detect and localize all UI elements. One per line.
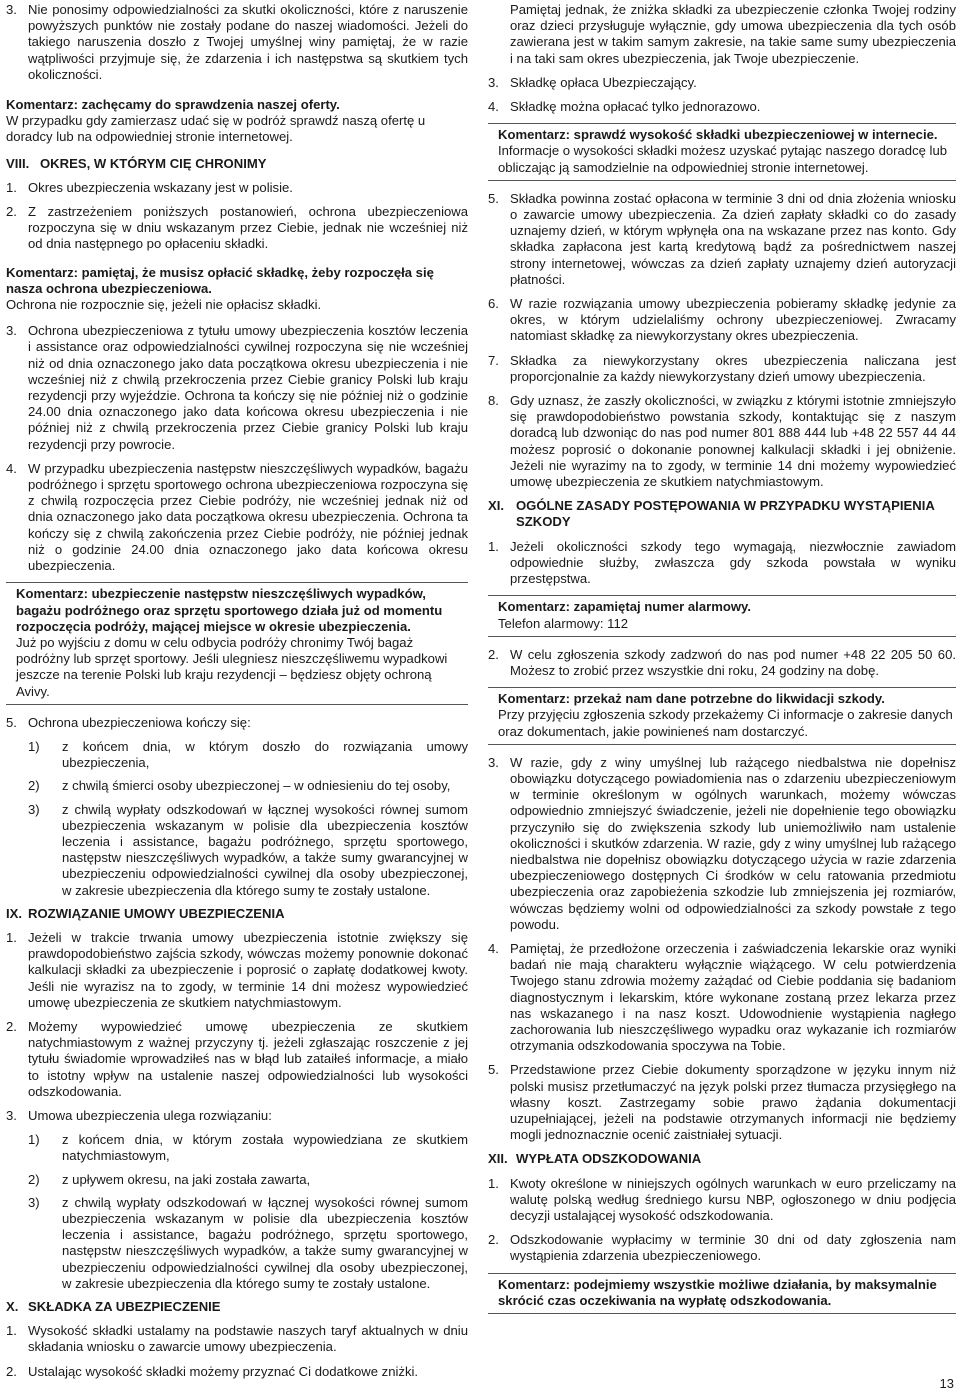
sub-text: z chwilą wypłaty odszkodowań w łącznej wysokości równej sumom ubezpieczenia wskazanym w polisie dla ubezpieczenia kosztów leczenia i assistance, bagażu podróżnego, sprzętu sportowego, następstw nieszczęśliwych wypadków, a także sumy gwarancyjnej w ubezpieczeniu odpowiedzialności cywilnej dla osoby ubezpieczonej, w zakresie ubezpieczenia dla którego sumy te zostały ustalone.	[62, 1194, 468, 1291]
paragraph-ix-3	[6, 1108, 468, 1124]
section-number: X.	[6, 1299, 19, 1315]
sub-item	[28, 1172, 468, 1188]
section-xi-heading	[488, 498, 956, 530]
item-number: 2.	[6, 204, 17, 220]
paragraph-xi-5	[488, 1062, 956, 1143]
comment-payout-box	[488, 1273, 956, 1314]
comment-text: Telefon alarmowy: 112	[498, 615, 629, 631]
item-number: 2.	[488, 1232, 499, 1248]
item-text: Kwoty określone w niniejszych ogólnych warunkach w euro przeliczamy na walutę polską według średniego kursu NBP, ogłoszonego w dniu podjęcia decyzji ustalającej wysokość odszkodowania.	[510, 1175, 956, 1223]
item-number: 4.	[488, 940, 499, 956]
paragraph-ix-1	[6, 930, 468, 1011]
section-title: SKŁADKA ZA UBEZPIECZENIE	[28, 1299, 221, 1315]
item-text: Nie ponosimy odpowiedzialności za skutki okoliczności, które z naruszenie powyższych punktów nie zostały podane do naszej wiadomości. Jeżeli do takiego naruszenia doszło z Twojej umyślnej winy pamiętaj, że w razie wątpliwości przyjmuje się, że zdarzenia i ich następstwa są skutkiem tych okoliczności.	[28, 2, 468, 82]
comment-text: Już po wyjściu z domu w celu odbycia podróży chronimy Twój bagaż podróżny lub sprzęt sportowy. Jeśli ulegniesz nieszczęśliwemu wypadkowi jeszcze na terenie Polski lub kraju rezydencji – będziesz objęty ochroną Avivy.	[16, 634, 448, 699]
sub-item	[28, 1132, 468, 1164]
item-number: 1.	[6, 929, 17, 945]
item-number: 2.	[6, 1363, 17, 1379]
comment-claim-data-box	[488, 687, 956, 745]
comment-premium	[6, 265, 468, 314]
paragraph-xii-2	[488, 1232, 956, 1264]
item-number: 2.	[6, 1018, 17, 1034]
sub-number: 1)	[28, 1132, 40, 1148]
paragraph-x-4	[488, 99, 956, 115]
item-number: 4.	[488, 99, 499, 115]
sub-text: z końcem dnia, w którym doszło do rozwiązania umowy ubezpieczenia,	[62, 738, 468, 771]
item-number: 1.	[488, 1175, 499, 1191]
section-number: XII.	[488, 1151, 508, 1167]
sub-number: 3)	[28, 801, 40, 817]
item-text: W razie, gdy z winy umyślnej lub rażącego niedbalstwa nie dopełnisz obowiązku dotyczącego powiadomienia nas o zdarzeniu ubezpieczeniowym w terminie określonym w ogólnych warunkach, możemy wówczas odpowiednio zmniejszyć świadczenie, jeżeli nie dopełnienie tego obowiązku przyczyniło się do zwiększenia szkody lub uniemożliwiło nam ustalenie okoliczności i skutków zdarzenia. W razie, gdy z winy umyślnej lub rażącego niedbalstwa nie dopełnisz obowiązku dotyczącego użycia w razie zdarzenia ubezpieczeniowego dostępnych Ci środków w celu ratowania przedmiotu ubezpieczenia oraz zapobieżenia szkodzie lub zmniejszenia jej rozmiarów, wówczas będziemy wolni od odpowiedzialności za szkody powstałe z tego powodu.	[510, 754, 956, 932]
sub-text: z upływem okresu, na jaki została zawarta,	[62, 1171, 311, 1187]
page-number: 13	[939, 1375, 954, 1391]
paragraph-x-5	[488, 191, 956, 288]
item-text: Możemy wypowiedzieć umowę ubezpieczenia ze skutkiem natychmiastowym z ważnej przyczyny tj. jeżeli zgłaszając roszczenie z jej tytułu świadomie wprowadziłeś nas w błąd lub zataiłeś informacje, a miało to istotny wpływ na ustalenie naszej odpowiedzialności lub wysokości odszkodowania.	[28, 1018, 468, 1099]
item-text: Jeżeli okoliczności szkody tego wymagają, niezwłocznie zawiadom odpowiednie służby, zwłaszcza gdy szkoda powstała w wyniku przestępstwa.	[510, 538, 956, 587]
comment-heading: Komentarz: zachęcamy do sprawdzenia naszej oferty.	[6, 97, 340, 113]
item-number: 8.	[488, 393, 499, 409]
item-number: 5.	[6, 714, 17, 730]
section-number: VIII.	[6, 155, 30, 171]
left-column	[6, 2, 468, 1388]
paragraph-xi-2	[488, 647, 956, 679]
paragraph-xi-3	[488, 755, 956, 933]
sub-text: z chwilą wypłaty odszkodowań w łącznej wysokości równej sumom ubezpieczenia wskazanym w polisie dla ubezpieczenia kosztów leczenia i assistance, bagażu podróżnego, sprzętu sportowego, następstw nieszczęśliwych wypadków, a także sumy gwarancyjnej w ubezpieczeniu odpowiedzialności cywilnej dla osoby ubezpieczonej, w zakresie ubezpieczenia dla którego sumy te zostały ustalone.	[62, 801, 468, 898]
sub-number: 3)	[28, 1194, 40, 1210]
comment-heading: Komentarz: ubezpieczenie następstw nieszczęśliwych wypadków, bagażu podróżnego oraz sprzętu sportowego działa już od momentu rozpoczęcia podróży, mającej miejsce w okresie ubezpieczenia.	[16, 586, 443, 634]
comment-heading: Komentarz: pamiętaj, że musisz opłacić składkę, żeby rozpoczęła się nasza ochrona ubezpieczeniowa.	[6, 264, 434, 296]
item-text: Jeżeli w trakcie trwania umowy ubezpieczenia istotnie zwiększy się prawdopodobieństwo zajścia szkody, wówczas możemy ponownie dokonać kalkulacji składki za ubezpieczenie i poprosić o zapłatę dodatkowej kwoty. Jeśli nie wyrazisz na to zgody, w terminie 14 dni możesz wypowiedzieć umowę ubezpieczenia ze skutkiem natychmiastowym.	[28, 929, 468, 1010]
item-text: Umowa ubezpieczenia ulega rozwiązaniu:	[28, 1107, 272, 1123]
paragraph-x-1	[6, 1323, 468, 1355]
section-xii-heading	[488, 1151, 956, 1167]
paragraph-xi-1	[488, 539, 956, 588]
comment-internet-box	[488, 123, 956, 181]
comment-text: W przypadku gdy zamierzasz udać się w podróż sprawdź naszą ofertę u doradcy lub na odpowiedniej stronie internetowej.	[6, 113, 426, 145]
item-text: Składkę można opłacać tylko jednorazowo.	[510, 99, 761, 115]
item-number: 1.	[6, 1323, 17, 1339]
sub-item	[28, 1195, 468, 1292]
paragraph-x-7	[488, 353, 956, 385]
item-text: Gdy uznasz, że zaszły okoliczności, w związku z którymi istotnie zmniejszyło się prawdopodobieństwo powstania szkody, kontaktując się z naszym doradcą lub dzwoniąc do nas pod numer 801 888 444 lub +48 22 557 44 44 możesz poprosić o dokonanie ponownej kalkulacji składki i jej obniżenie. Jeżeli nie wyrazimy na to zgody, w terminie 14 dni możemy wypowiedzieć umowę ubezpieczenia ze skutkiem natychmiastowym.	[510, 393, 956, 490]
comment-offer	[6, 97, 468, 146]
sub-number: 2)	[28, 1171, 40, 1187]
item-text: Okres ubezpieczenia wskazany jest w polisie.	[28, 179, 293, 195]
sub-text: z chwilą śmierci osoby ubezpieczonej – w odniesieniu do tej osoby,	[62, 778, 451, 794]
comment-heading: Komentarz: podejmiemy wszystkie możliwe działania, by maksymalnie skrócić czas oczekiwania na wypłatę odszkodowania.	[498, 1276, 937, 1308]
paragraph-xii-1	[488, 1176, 956, 1225]
comment-alarm-box	[488, 595, 956, 636]
paragraph-viii-5	[6, 715, 468, 731]
section-number: XI.	[488, 498, 505, 514]
item-number: 3.	[488, 74, 499, 90]
sub-item	[28, 739, 468, 771]
item-text: Składka za niewykorzystany okres ubezpieczenia naliczana jest proporcjonalnie za każdy niewykorzystany dzień umowy ubezpieczenia.	[510, 352, 956, 384]
item-number: 3.	[488, 754, 499, 770]
comment-heading: Komentarz: zapamiętaj numer alarmowy.	[498, 599, 751, 615]
section-ix-heading	[6, 906, 468, 922]
item-text: Odszkodowanie wypłacimy w terminie 30 dni od daty zgłoszenia nam wystąpienia zdarzenia ubezpieczeniowego.	[510, 1232, 956, 1264]
item-number: 4.	[6, 460, 17, 476]
comment-accident-box	[6, 582, 468, 704]
item-text: Wysokość składki ustalamy na podstawie naszych taryf aktualnych w dniu składania wniosku o zawarcie umowy ubezpieczenia.	[28, 1323, 468, 1355]
right-column	[488, 2, 956, 1324]
paragraph-xi-4	[488, 941, 956, 1054]
section-number: IX.	[6, 905, 23, 921]
comment-heading: Komentarz: przekaż nam dane potrzebne do likwidacji szkody.	[498, 691, 885, 707]
item-text: Z zastrzeżeniem poniższych postanowień, ochrona ubezpieczeniowa rozpoczyna się w dniu wskazanym przez Ciebie, jednak nie wcześniej niż od dnia następnego po opłaceniu składki.	[28, 204, 468, 252]
item-number: 1.	[6, 179, 17, 195]
item-text: W przypadku ubezpieczenia następstw nieszczęśliwych wypadków, bagażu podróżnego i sprzętu sportowego ochrona ubezpieczeniowa rozpoczyna się z chwilą rozpoczęcia przez Ciebie podróży, nie wcześniej jednak niż od dnia oznaczonego jako data początkowa okresu ubezpieczenia. Ochrona ta kończy się z chwilą zakończenia przez Ciebie podróży, nie później jednak niż o godzinie 24.00 dnia oznaczonego jako data końcowa okresu ubezpieczenia.	[28, 460, 468, 574]
item-text: Pamiętaj, że przedłożone orzeczenia i zaświadczenia lekarskie oraz wyniki badań nie mają charakteru wyłącznie wiążącego. W celu potwierdzenia Twojego stanu zdrowia możemy zażądać od Ciebie poddania się badaniom diagnostycznym i lekarskim, które wykonane zostaną przez lekarza przez nas wskazanego i na nasz koszt. Udowodnienie wystąpienia nagłego zachorowania lub nieszczęśliwego wypadku oraz wykazanie ich rozmiarów otrzymania odszkodowania spoczywa na Tobie.	[510, 940, 956, 1054]
item-text: Przedstawione przez Ciebie dokumenty sporządzone w języku innym niż polski musisz przetłumaczyć na język polski przez tłumacza przysięgłego na własny koszt. Zastrzegamy sobie prawo żądania dokumentacji uzupełniającej, jeżeli na podstawie otrzymanych informacji nie będziemy mogli jednoznacznie ocenić zaistniałej sytuacji.	[510, 1062, 956, 1143]
sub-number: 2)	[28, 778, 40, 794]
section-title: ROZWIĄZANIE UMOWY UBEZPIECZENIA	[28, 905, 285, 921]
comment-heading: Komentarz: sprawdź wysokość składki ubezpieczeniowej w internecie.	[498, 127, 938, 143]
item-text: Składkę opłaca Ubezpieczający.	[510, 74, 697, 90]
sub-item	[28, 802, 468, 899]
section-x-heading	[6, 1299, 468, 1315]
section-title: OKRES, W KTÓRYM CIĘ CHRONIMY	[40, 155, 267, 171]
paragraph-x-2	[6, 1364, 468, 1380]
paragraph-x-3	[488, 75, 956, 91]
paragraph-viii-2	[6, 204, 468, 253]
section-title: OGÓLNE ZASADY POSTĘPOWANIA W PRZYPADKU WYSTĄPIENIA SZKODY	[516, 498, 935, 530]
sub-item	[28, 778, 468, 794]
section-title: WYPŁATA ODSZKODOWANIA	[516, 1151, 702, 1167]
item-text: Ochrona ubezpieczeniowa z tytułu umowy ubezpieczenia kosztów leczenia i assistance oraz odpowiedzialności cywilnej rozpoczyna się nie wcześniej niż od dnia oznaczonego jako data początkowa okresu ubezpieczenia i nie wcześniej niż z chwilą przekroczenia przez Ciebie granicy Polski lub kraju rezydencji przy wyjeździe. Ochrona ta kończy się nie później niż o godzinie 24.00 dnia oznaczonego jako data końcowa okresu ubezpieczenia i nie później niż z chwilą przekroczenia przez Ciebie granicy Polski lub kraju rezydencji przy powrocie.	[28, 323, 468, 452]
paragraph-x-6	[488, 296, 956, 345]
comment-text: Ochrona nie rozpocznie się, jeżeli nie opłacisz składki.	[6, 297, 322, 313]
item-number: 5.	[488, 1062, 499, 1078]
item-number: 5.	[488, 190, 499, 206]
item-number: 3.	[6, 2, 17, 17]
item-text: Ustalając wysokość składki możemy przyznać Ci dodatkowe zniżki.	[28, 1363, 419, 1379]
item-text: Składka powinna zostać opłacona w terminie 3 dni od dnia złożenia wniosku o zawarcie umowy ubezpieczenia. Za dzień zapłaty składki co do zasady uznajemy dzień, w którym wpłynęła ona na wskazane przez nas konto. Gdy składka zapłacona jest kartą kredytową bądź za pośrednictwem naszej strony internetowej, wówczas za dzień zapłaty uznajemy dzień autoryzacji płatności.	[510, 190, 956, 287]
paragraph-viii-4	[6, 461, 468, 574]
paragraph-ix-2	[6, 1019, 468, 1100]
sub-text: z końcem dnia, w którym została wypowiedziana ze skutkiem natychmiastowym,	[62, 1132, 468, 1164]
item-text: W razie rozwiązania umowy ubezpieczenia pobieramy składkę jedynie za okres, w którym udzielaliśmy ochrony ubezpieczeniowej. Zwracamy natomiast składkę za niewykorzystany okres ubezpieczenia.	[510, 296, 956, 344]
item-number: 3.	[6, 1107, 17, 1123]
paragraph-x-8	[488, 393, 956, 490]
item-text: Ochrona ubezpieczeniowa kończy się:	[28, 714, 251, 730]
paragraph-viii-3	[6, 323, 468, 453]
section-viii-heading	[6, 156, 468, 172]
comment-text: Przy przyjęciu zgłoszenia szkody przekażemy Ci informacje o zakresie danych oraz dokumentach, jakie powinieneś nam dostarczyć.	[498, 707, 953, 739]
comment-text: Informacje o wysokości składki możesz uzyskać pytając naszego doradcę lub obliczając ją samodzielnie na odpowiedniej stronie internetowej.	[498, 143, 948, 175]
item-text: W celu zgłoszenia szkody zadzwoń do nas pod numer +48 22 205 50 60. Możesz to zrobić przez wszystkie dni roku, 24 godziny na dobę.	[510, 646, 956, 678]
item-number: 2.	[488, 646, 499, 662]
item-number: 3.	[6, 323, 17, 339]
item-number: 1.	[488, 538, 499, 554]
sub-number: 1)	[28, 738, 40, 754]
paragraph-3	[6, 2, 468, 83]
continued-text: Pamiętaj jednak, że zniżka składki za ubezpieczenie członka Twojej rodziny oraz dzieci przysługuje wyłącznie, gdy umowa ubezpieczenia dla tych osób zawierana jest w takim samym zakresie, na takie same sumy ubezpieczenia i na taki sam okres ubezpieczenia, jak Twoje ubezpieczenie.	[510, 2, 956, 66]
paragraph-viii-1	[6, 180, 468, 196]
item-number: 6.	[488, 296, 499, 312]
item-number: 7.	[488, 352, 499, 368]
